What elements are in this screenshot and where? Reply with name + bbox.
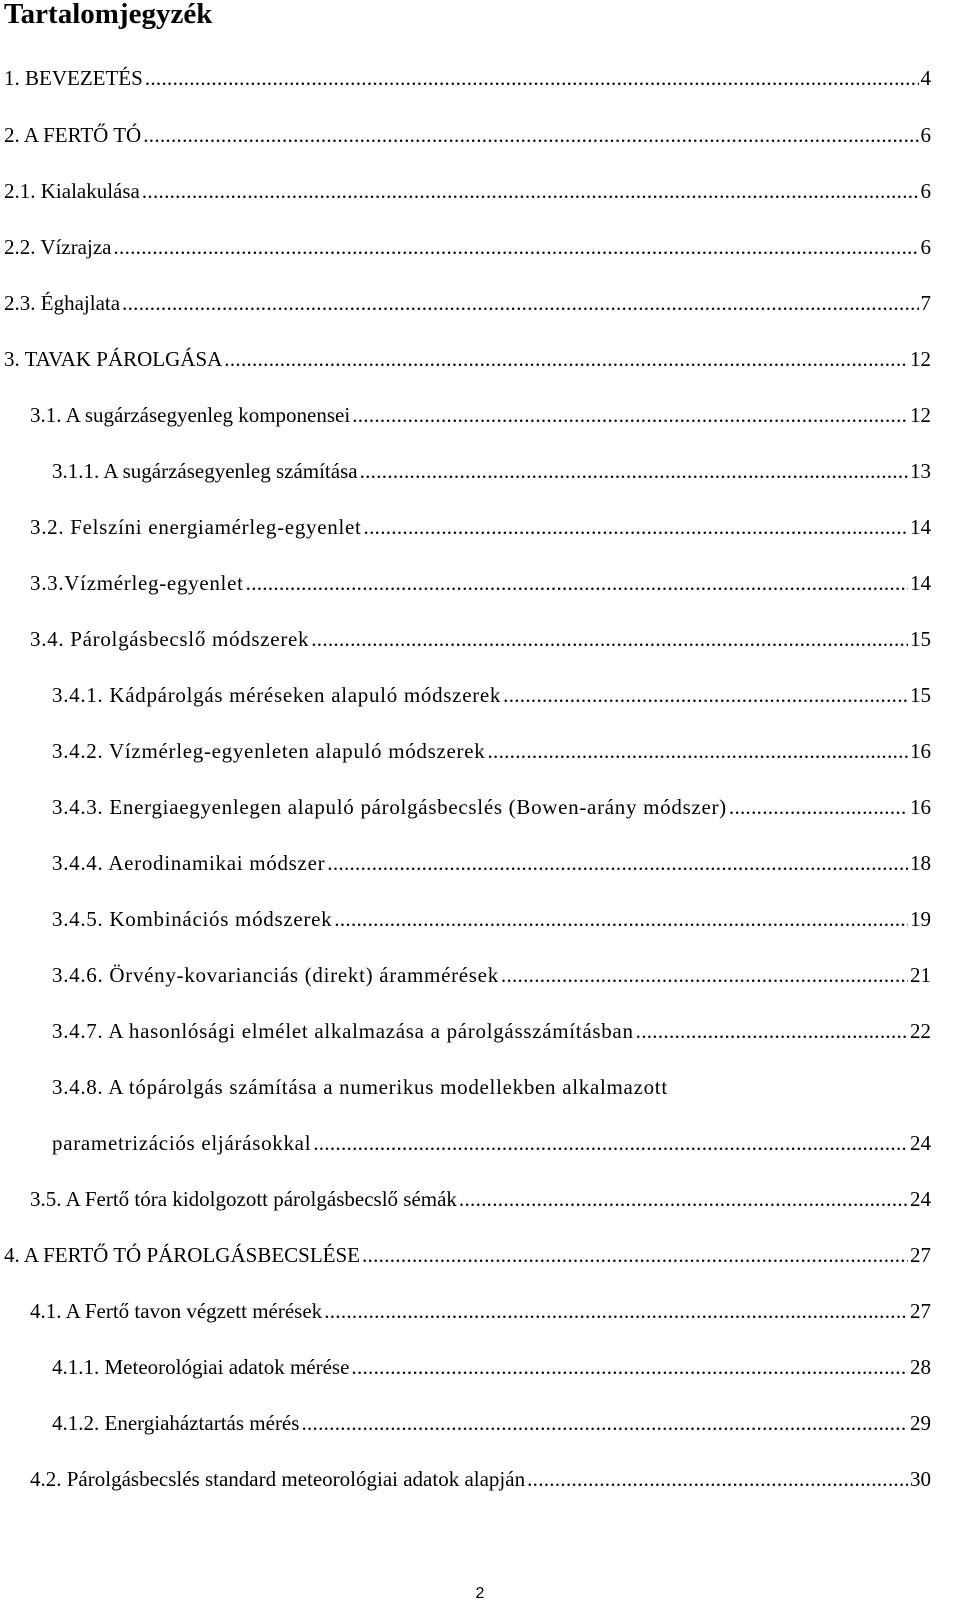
toc-dot-leader [224, 344, 908, 374]
toc-dot-leader [122, 288, 918, 318]
toc-entry-4-1[interactable] [30, 1296, 931, 1326]
toc-entry-title: 4.2. Párolgásbecslés standard meteorológiai adatok alapján [30, 1467, 526, 1491]
toc-entry-title: 4.1.2. Energiaháztartás mérés [52, 1411, 300, 1435]
page-title: Tartalomjegyzék [4, 0, 213, 30]
toc-entry-title: 2.2. Vízrajza [4, 235, 112, 259]
toc-page-number: 30 [910, 1467, 931, 1491]
toc-entry-title: 4. A FERTŐ TÓ PÁROLGÁSBECSLÉSE [4, 1243, 360, 1267]
toc-entry-title: 2.3. Éghajlata [4, 291, 121, 315]
toc-page-number: 12 [910, 347, 931, 371]
toc-entry-title: 3.4.4. Aerodinamikai módszer [52, 851, 326, 875]
toc-dot-leader [327, 848, 908, 878]
toc-page-number: 29 [910, 1411, 931, 1435]
toc-entry-title: 3.1. A sugárzásegyenleg komponensei [30, 403, 351, 427]
toc-entry-title: 4.1.1. Meteorológiai adatok mérése [52, 1355, 350, 1379]
toc-entry-title: parametrizációs eljárásokkal [52, 1131, 312, 1155]
toc-entry-title: 2.1. Kialakulása [4, 179, 140, 203]
toc-entry-title: 4.1. A Fertő tavon végzett mérések [30, 1299, 323, 1323]
toc-dot-leader [362, 1240, 908, 1270]
toc-dot-leader [501, 960, 908, 990]
toc-dot-leader [364, 512, 908, 542]
toc-entry-title: 3.4.5. Kombinációs módszerek [52, 907, 333, 931]
toc-page-number: 7 [920, 291, 931, 315]
toc-entry-3-4[interactable] [30, 624, 931, 654]
toc-page-number: 24 [910, 1187, 931, 1211]
toc-page-number: 6 [920, 123, 931, 147]
toc-page-number: 21 [910, 963, 931, 987]
toc-entry-2-2[interactable] [4, 232, 931, 262]
toc-page-number: 16 [910, 795, 931, 819]
toc-entry-title: 3.1.1. A sugárzásegyenleg számítása [52, 459, 358, 483]
toc-dot-leader [313, 1128, 908, 1158]
toc-page-number: 13 [910, 459, 931, 483]
toc-page-number: 22 [910, 1019, 931, 1043]
toc-page-number: 14 [910, 515, 931, 539]
toc-dot-leader [352, 400, 908, 430]
toc-dot-leader [113, 232, 918, 262]
toc-dot-leader [487, 736, 908, 766]
toc-entry-title: 3.2. Felszíni energiamérleg-egyenlet [30, 515, 362, 539]
toc-entry-title: 1. BEVEZETÉS [4, 66, 143, 90]
toc-dot-leader [334, 904, 908, 934]
toc-entry-3-5[interactable] [30, 1184, 931, 1214]
toc-entry-4-2[interactable] [30, 1464, 931, 1494]
toc-entry-4-1-2[interactable] [52, 1408, 931, 1438]
toc-entry-3-4-4[interactable] [52, 848, 931, 878]
toc-entry-3[interactable] [4, 344, 931, 374]
toc-dot-leader [527, 1464, 908, 1494]
toc-entry-title: 3.5. A Fertő tóra kidolgozott párolgásbecslő sémák [30, 1187, 457, 1211]
toc-entry-2[interactable] [4, 120, 931, 150]
toc-entry-3-4-5[interactable] [52, 904, 931, 934]
toc-entry-title: 3.4.6. Örvény-kovarianciás (direkt) árammérések [52, 963, 499, 987]
toc-entry-3-4-7[interactable] [52, 1016, 931, 1046]
toc-entry-title: 3.4. Párolgásbecslő módszerek [30, 627, 310, 651]
toc-page-number: 15 [910, 683, 931, 707]
toc-dot-leader [246, 568, 908, 598]
toc-entry-3-4-3[interactable] [52, 792, 931, 822]
toc-dot-leader [360, 456, 908, 486]
toc-page-number: 19 [910, 907, 931, 931]
toc-dot-leader [142, 176, 919, 206]
toc-entry-2-1[interactable] [4, 176, 931, 206]
toc-page-number: 27 [910, 1243, 931, 1267]
toc-entry-4[interactable] [4, 1240, 931, 1270]
toc-entry-3-3[interactable] [30, 568, 931, 598]
toc-page-number: 12 [910, 403, 931, 427]
toc-page-number: 6 [920, 235, 931, 259]
toc-entry-3-2[interactable] [30, 512, 931, 542]
toc-dot-leader [636, 1016, 908, 1046]
toc-dot-leader [301, 1408, 908, 1438]
toc-dot-leader [729, 792, 908, 822]
toc-entry-3-1[interactable] [30, 400, 931, 430]
toc-entry-title: 3.4.3. Energiaegyenlegen alapuló párolgásbecslés (Bowen-arány módszer) [52, 795, 727, 819]
toc-page-number: 6 [920, 179, 931, 203]
toc-entry-title: 3.4.1. Kádpárolgás méréseken alapuló módszerek [52, 683, 502, 707]
toc-page-number: 4 [920, 66, 931, 90]
toc-entry-3-4-2[interactable] [52, 736, 931, 766]
toc-dot-leader [143, 120, 918, 150]
toc-dot-leader [503, 680, 908, 710]
toc-entry-3-4-8[interactable] [52, 1072, 668, 1102]
toc-entry-3-1-1[interactable] [52, 456, 931, 486]
toc-entry-2-3[interactable] [4, 288, 931, 318]
toc-dot-leader [324, 1296, 908, 1326]
toc-entry-title: 3.4.7. A hasonlósági elmélet alkalmazása a párolgásszámításban [52, 1019, 634, 1043]
toc-dot-leader [145, 63, 919, 93]
toc-entry-title: 2. A FERTŐ TÓ [4, 123, 142, 147]
toc-dot-leader [351, 1352, 908, 1382]
toc-page-number: 28 [910, 1355, 931, 1379]
toc-page-number: 27 [910, 1299, 931, 1323]
toc-page-number: 16 [910, 739, 931, 763]
toc-entry-3-4-8-continued[interactable] [52, 1128, 931, 1158]
toc-entry-3-4-1[interactable] [52, 680, 931, 710]
toc-entry-1[interactable] [4, 63, 931, 93]
toc-page-number: 15 [910, 627, 931, 651]
toc-dot-leader [311, 624, 908, 654]
toc-entry-4-1-1[interactable] [52, 1352, 931, 1382]
toc-entry-title: 3. TAVAK PÁROLGÁSA [4, 347, 223, 371]
toc-entry-title: 3.4.8. A tópárolgás számítása a numerikus modellekben alkalmazott [52, 1075, 668, 1099]
toc-entry-title: 3.3.Vízmérleg-egyenlet [30, 571, 244, 595]
toc-entry-title: 3.4.2. Vízmérleg-egyenleten alapuló módszerek [52, 739, 486, 763]
toc-page-number: 14 [910, 571, 931, 595]
toc-dot-leader [459, 1184, 908, 1214]
toc-entry-3-4-6[interactable] [52, 960, 931, 990]
page-number: 2 [475, 1585, 485, 1602]
toc-page-number: 24 [910, 1131, 931, 1155]
toc-page-number: 18 [910, 851, 931, 875]
